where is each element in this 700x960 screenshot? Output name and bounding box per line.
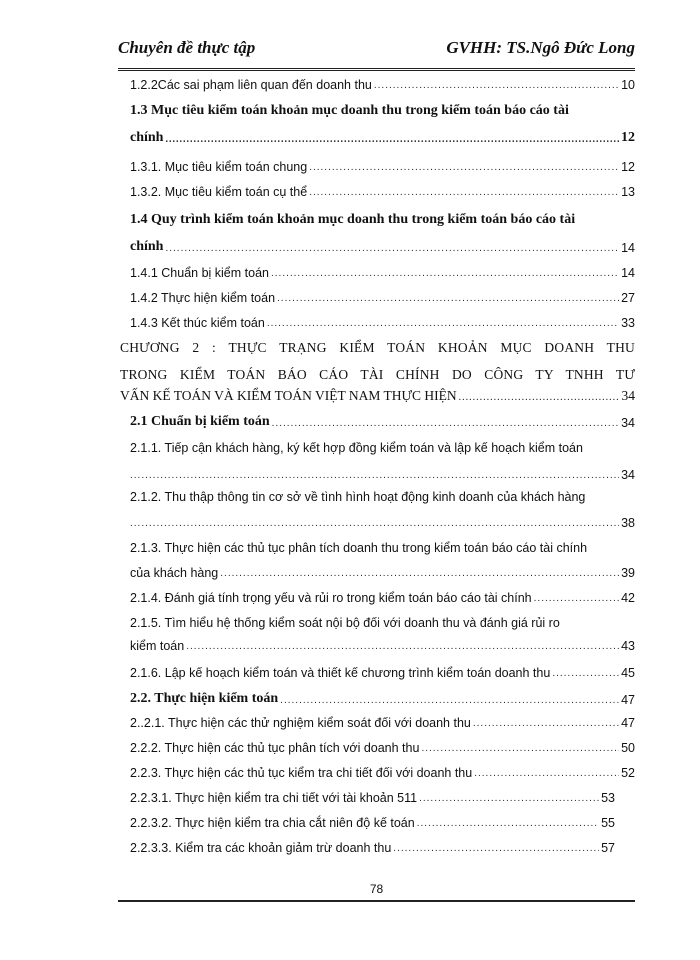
toc-entry-page: 12 xyxy=(621,130,635,145)
toc-entry-text: 1.4.1 Chuẩn bị kiểm toán xyxy=(130,266,269,280)
toc-entry xyxy=(120,388,635,404)
toc-entry-text: 2..2.1. Thực hiện các thử nghiệm kiểm soát đối với doanh thu xyxy=(130,716,471,730)
toc-entry-text: chính xyxy=(130,239,164,254)
toc-entry xyxy=(130,316,635,330)
toc-entry-page: 47 xyxy=(621,716,635,730)
toc-entry-page: 14 xyxy=(621,241,635,255)
page-footer xyxy=(118,880,635,902)
toc-entry-page: 38 xyxy=(621,516,635,530)
toc-entry xyxy=(130,78,635,92)
toc-entry-text: 1.3.2. Mục tiêu kiểm toán cụ thể xyxy=(130,185,308,199)
toc-entry xyxy=(130,616,635,630)
toc-entry-text: 2.2. Thực hiện kiểm toán xyxy=(130,691,279,706)
toc-entry xyxy=(130,691,635,707)
toc-entry xyxy=(130,414,635,430)
page-number: 78 xyxy=(369,882,384,896)
toc-entry xyxy=(130,441,635,455)
toc-entry xyxy=(130,490,635,504)
page-header xyxy=(118,38,635,71)
toc-entry-page: 12 xyxy=(621,160,635,174)
toc-entry-page: 55 xyxy=(601,816,615,830)
toc-entry-page: 52 xyxy=(621,766,635,780)
toc-entry-page: 14 xyxy=(621,266,635,280)
toc-entry-text: 1.3 Mục tiêu kiểm toán khoản mục doanh thu trong kiểm toán báo cáo tài xyxy=(130,103,569,118)
toc-entry xyxy=(130,791,615,805)
toc-entry-page: 53 xyxy=(601,791,615,805)
toc-entry xyxy=(130,291,635,305)
header-right-supervisor: GVHH: TS.Ngô Đức Long xyxy=(446,38,635,57)
toc-entry-page: 33 xyxy=(621,316,635,330)
toc-entry xyxy=(130,468,635,482)
toc-entry xyxy=(130,841,615,855)
toc-entry-text: kiểm toán xyxy=(130,639,185,653)
toc-entry xyxy=(130,566,635,580)
toc-entry-text: 1.4 Quy trình kiểm toán khoản mục doanh thu trong kiểm toán báo cáo tài xyxy=(130,212,576,227)
toc-entry-page: 13 xyxy=(621,185,635,199)
toc-entry-text: 2.2.2. Thực hiện các thủ tục phân tích với doanh thu xyxy=(130,741,420,755)
toc-entry xyxy=(130,516,635,530)
toc-entry xyxy=(130,591,635,605)
toc-entry xyxy=(130,266,635,280)
toc-entry xyxy=(130,103,635,119)
toc-entry-text: 2.1.2. Thu thập thông tin cơ sở về tình hình hoạt động kinh doanh của khách hàng xyxy=(130,490,586,504)
toc-entry-text: 1.3.1. Mục tiêu kiểm toán chung xyxy=(130,160,308,174)
toc-entry xyxy=(130,716,635,730)
toc-entry xyxy=(130,160,635,174)
toc-entry-text: 2.1.5. Tìm hiểu hệ thống kiểm soát nội bộ đối với doanh thu và đánh giá rủi ro xyxy=(130,616,560,630)
toc-entry-page: 27 xyxy=(621,291,635,305)
toc-entry-page: 50 xyxy=(621,741,635,755)
toc-entry xyxy=(130,239,635,255)
toc-entry xyxy=(130,741,635,755)
toc-entry xyxy=(130,766,635,780)
toc-entry-page: 57 xyxy=(601,841,615,855)
toc-entry xyxy=(130,541,635,555)
toc-entry-text: 2.1 Chuẩn bị kiểm toán xyxy=(130,414,270,429)
toc-entry-text: chính xyxy=(130,130,164,145)
toc-entry-text: 2.1.6. Lập kế hoạch kiểm toán và thiết kế chương trình kiểm toán doanh thu xyxy=(130,666,551,680)
toc-entry xyxy=(130,666,635,680)
toc-entry xyxy=(130,130,635,146)
toc-entry-text: của khách hàng xyxy=(130,566,219,580)
header-left-title: Chuyên đề thực tập xyxy=(118,38,256,57)
toc-entry-page: 34 xyxy=(621,468,635,482)
toc-entry-text: 2.1.4. Đánh giá tính trọng yếu và rủi ro trong kiểm toán báo cáo tài chính xyxy=(130,591,532,605)
chapter-heading-line: TRONG KIỂM TOÁN BÁO CÁO TÀI CHÍNH DO CÔNG TY TNHH TƯ xyxy=(120,367,635,382)
toc-entry-text: 2.1.3. Thực hiện các thủ tục phân tích doanh thu trong kiểm toán báo cáo tài chính xyxy=(130,541,588,555)
toc-entry-text: 1.4.3 Kết thúc kiểm toán xyxy=(130,316,265,330)
toc-entry xyxy=(130,212,635,228)
toc-entry xyxy=(130,816,615,830)
toc-entry-text: 2.1.1. Tiếp cận khách hàng, ký kết hợp đồng kiểm toán và lập kế hoạch kiểm toán xyxy=(130,441,583,455)
toc-entry-page: 34 xyxy=(621,388,635,403)
toc-entry-page: 34 xyxy=(621,416,635,430)
toc-entry-page: 42 xyxy=(621,591,635,605)
toc-entry-page: 39 xyxy=(621,566,635,580)
toc-entry-text: 1.2.2Các sai phạm liên quan đến doanh thu xyxy=(130,78,372,92)
toc-entry xyxy=(130,639,635,653)
toc-entry-page: 10 xyxy=(621,78,635,92)
chapter-heading-line: CHƯƠNG 2 : THỰC TRẠNG KIỂM TOÁN KHOẢN MỤC DOANH THU xyxy=(120,340,635,355)
toc-entry-text: 2.2.3.1. Thực hiện kiểm tra chi tiết với tài khoản 511 xyxy=(130,791,418,805)
toc-entry-text: 2.2.3.2. Thực hiện kiểm tra chia cắt niên độ kế toán xyxy=(130,816,415,830)
toc-entry-text: 2.2.3.3. Kiểm tra các khoản giảm trừ doanh thu xyxy=(130,841,392,855)
toc-entry xyxy=(130,185,635,199)
toc-entry-page: 45 xyxy=(621,666,635,680)
toc-entry-text: 2.2.3. Thực hiện các thủ tục kiểm tra chi tiết đối với doanh thu xyxy=(130,766,473,780)
toc-entry-page: 43 xyxy=(621,639,635,653)
toc-entry-text: 1.4.2 Thực hiện kiểm toán xyxy=(130,291,276,305)
toc-entry-page: 47 xyxy=(621,693,635,707)
toc-entry-text: VẤN KẾ TOÁN VÀ KIỂM TOÁN VIỆT NAM THỰC HIỆN xyxy=(120,388,457,403)
